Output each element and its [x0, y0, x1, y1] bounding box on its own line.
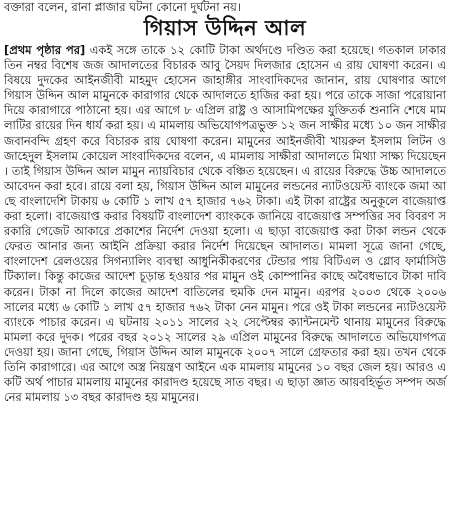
article-text: একই সঙ্গে তাকে ১২ কোটি টাকা অর্থদণ্ডে দণ্ডিত করা হয়েছে। গতকাল ঢাকার তিন নম্বর বিশেষ জজ আদালতের বিচারক আবু সৈয়দ দিলজার হোসেন এ রায় ঘোষণা করেন। এ বিষয়ে দুদকের আইনজীবী মাহমুদ হোসেন জাহাঙ্গীর সাংবাদিকদের জানান, রায় ঘোষণার আগে গিয়াস উদ্দিন আল মামুনকে কারাগার থেকে আদালতে হাজির করা হয়। পরে তাকে সাজা পরোয়ানা দিয়ে কারাগারে পাঠানো হয়। এর আগে ৮ এপ্রিল রাষ্ট্র ও আসামিপক্ষের যুক্তিতর্ক শুনানি শেষে মামলাটির রায়ের দিন ধার্য করা হয়। এ মামলায় অভিযোগপত্রভুক্ত ১২ জন সাক্ষীর মধ্যে ১০ জন সাক্ষীর জবানবন্দি গ্রহণ করে বিচারক রায় ঘোষণা করেন। মামুনের আইনজীবী খায়রুল ইসলাম লিটন ও জাহেদুল ইসলাম কোয়েল সাংবাদিকদের বলেন, এ মামলায় সাক্ষীরা আদালতে মিথ্যা সাক্ষ্য দিয়েছেন। তাই গিয়াস উদ্দিন আল মামুন ন্যায়বিচার থেকে বঞ্চিত হয়েছেন। এ রায়ের বিরুদ্ধে উচ্চ আদালতে আবেদন করা হবে। রায়ে বলা হয়, গিয়াস উদ্দিন আল মামুনের লন্ডনের ন্যাটওয়েস্ট ব্যাংকে জমা আছে বাংলাদেশি টাকায় ৬ কোটি ১ লাখ ৫৭ হাজার ৭৬২ টাকা। এই টাকা রাষ্ট্রের অনুকূলে বাজেয়াপ্ত করা হলো। বাজেয়াপ্ত করার বিষয়টি বাংলাদেশ ব্যাংককে জানিয়ে বাজেয়াপ্ত সম্পত্তির সব বিবরণ সরকারি গেজেট আকারে প্রকাশের নির্দেশ দেওয়া হলো। এ ছাড়া বাজেয়াপ্ত করা টাকা লন্ডন থেকে ফেরত আনার জন্য আইনি প্রক্রিয়া করার নির্দেশ দিয়েছেন আদালত। মামলা সূত্রে জানা গেছে, বাংলাদেশ রেলওয়ের সিগন্যালিং ব্যবস্থা আধুনিকীকরণের টেন্ডার পায় বিটিএল ও গ্লোব ফার্মাসিউটিক্যাল। কিন্তু কাজের আদেশ চূড়ান্ত হওয়ার পর মামুন ওই কোম্পানির কাছে অবৈধভাবে টাকা দাবি করেন। টাকা না দিলে কাজের আদেশ বাতিলের হুমকি দেন মামুন। এরপর ২০০৩ থেকে ২০০৬ সালের মধ্যে ৬ কোটি ১ লাখ ৫৭ হাজার ৭৬২ টাকা নেন মামুন। পরে ওই টাকা লন্ডনের ন্যাটওয়েস্ট ব্যাংকে পাচার করেন। এ ঘটনায় ২০১১ সালের ২২ সেপ্টেম্বর ক্যান্টনমেন্ট থানায় মামুনের বিরুদ্ধে মামলা করে দুদক। পরের বছর ২০১২ সালের ২৯ এপ্রিল মামুনের বিরুদ্ধে আদালতে অভিযোগপত্র দেওয়া হয়। জানা গেছে, গিয়াস উদ্দিন আল মামুনকে ২০০৭ সালে গ্রেফতার করা হয়। তখন থেকে তিনি কারাগারে। এর আগে অস্ত্র নিয়ন্ত্রণ আইনে এক মামলায় মামুনের ১০ বছর জেল হয়। আরও একটি অর্থ পাচার মামলায় মামুনের কারাদণ্ড হয়েছে সাত বছর। এ ছাড়া জ্ঞাত আয়বহির্ভূত সম্পদ অর্জনের মামলায় ১৩ বছর কারাদণ্ড হয় মামুনের।: [4, 43, 446, 405]
prior-article-fragment: বক্তারা বলেন, রানা প্লাজার ঘটনা কোনো দুর্ঘটনা নয়।: [4, 0, 241, 14]
continued-tag: [প্রথম পৃষ্ঠার পর]: [4, 43, 86, 57]
article-body: [4, 43, 446, 405]
article-headline: গিয়াস উদ্দিন আল: [143, 16, 307, 40]
article-paragraph: [4, 43, 446, 405]
